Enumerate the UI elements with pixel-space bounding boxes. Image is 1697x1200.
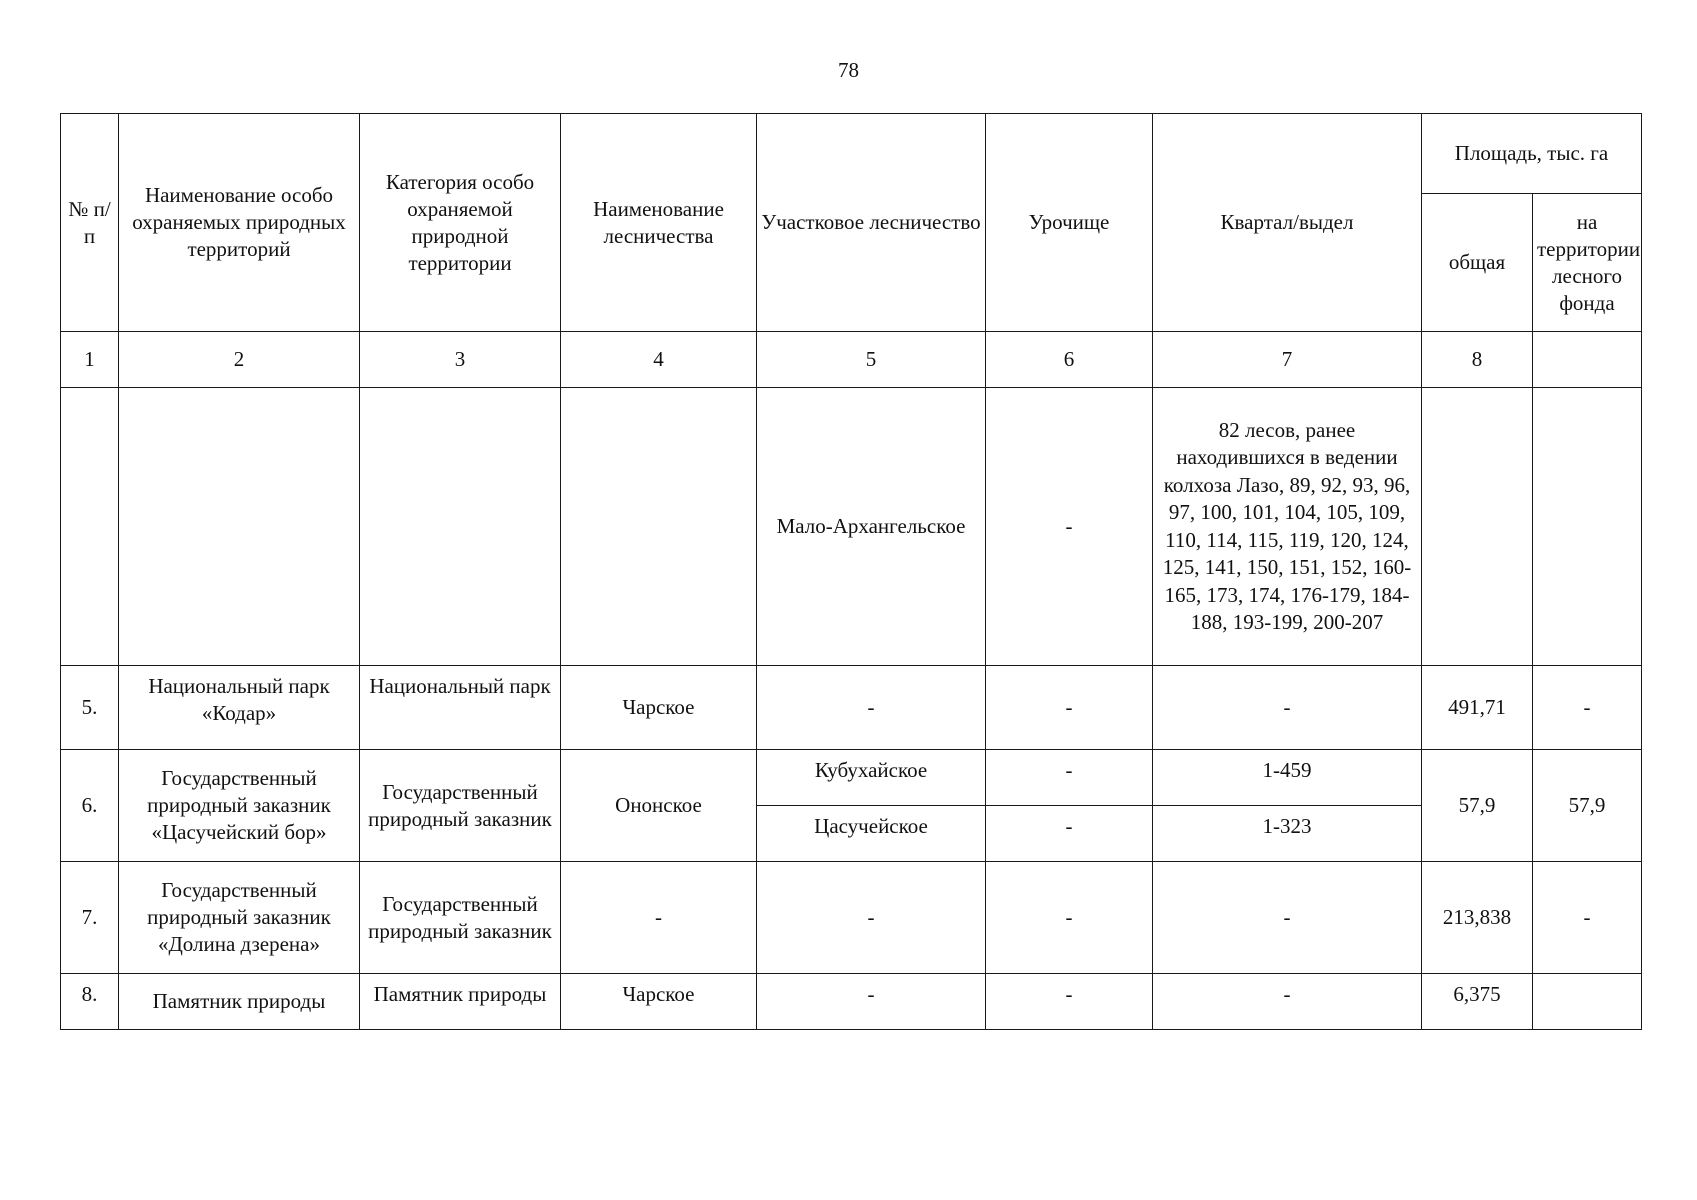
- cell-name: Государственный природный заказник «Долина дзерена»: [119, 862, 360, 974]
- cell-area-forest: 57,9: [1533, 750, 1642, 862]
- cell-area-total: 6,375: [1422, 974, 1533, 1030]
- column-number: 4: [561, 332, 757, 388]
- cell-name: Памятник природы: [119, 974, 360, 1030]
- cell-quarters: -: [1153, 974, 1422, 1030]
- cell-category: Национальный парк: [360, 666, 561, 750]
- cell-num: 5.: [61, 666, 119, 750]
- header-num: № п/п: [61, 114, 119, 332]
- cell-district: -: [757, 974, 986, 1030]
- cell-area-total: 491,71: [1422, 666, 1533, 750]
- cell-tract: -: [986, 862, 1153, 974]
- cell-area-forest: [1533, 388, 1642, 666]
- cell-name: [119, 388, 360, 666]
- cell-forestry: [561, 388, 757, 666]
- cell-forestry: Ононское: [561, 750, 757, 862]
- column-number: [1533, 332, 1642, 388]
- header-area-group: Площадь, тыс. га: [1422, 114, 1642, 194]
- cell-name: Государственный природный заказник «Цасучейский бор»: [119, 750, 360, 862]
- cell-area-total: [1422, 388, 1533, 666]
- cell-num: 8.: [61, 974, 119, 1030]
- cell-district: -: [757, 862, 986, 974]
- header-name: Наименование особо охраняемых природных территорий: [119, 114, 360, 332]
- header-quarters: Квартал/выдел: [1153, 114, 1422, 332]
- column-number: 8: [1422, 332, 1533, 388]
- cell-num: 7.: [61, 862, 119, 974]
- header-tract: Урочище: [986, 114, 1153, 332]
- cell-area-total: 57,9: [1422, 750, 1533, 862]
- cell-tract: -: [986, 666, 1153, 750]
- header-district: Участковое лесничество: [757, 114, 986, 332]
- header-row-1: [61, 114, 1642, 194]
- protected-areas-table: [60, 113, 1642, 1030]
- table-row: [61, 974, 1642, 1030]
- header-area-forest: на территории лесного фонда: [1533, 194, 1642, 332]
- cell-forestry: -: [561, 862, 757, 974]
- cell-quarters: 1-323: [1153, 806, 1422, 862]
- table-row: [61, 750, 1642, 806]
- cell-area-forest: -: [1533, 666, 1642, 750]
- cell-district: Мало-Архангельское: [757, 388, 986, 666]
- column-number: 7: [1153, 332, 1422, 388]
- page-number: 78: [838, 58, 859, 82]
- header-category: Категория особо охраняемой природной территории: [360, 114, 561, 332]
- cell-quarters: 82 лесов, ранее находившихся в ведении колхоза Лазо, 89, 92, 93, 96, 97, 100, 101, 104, 105, 109, 110, 114, 115, 119, 120, 124, 125, 141, 150, 151, 152, 160-165, 173, 174, 176-179, 184-188, 193-199, 200-207: [1153, 388, 1422, 666]
- cell-name: Национальный парк «Кодар»: [119, 666, 360, 750]
- cell-tract: -: [986, 750, 1153, 806]
- header-area-total: общая: [1422, 194, 1533, 332]
- column-number: 3: [360, 332, 561, 388]
- cell-tract: -: [986, 806, 1153, 862]
- column-number: 1: [61, 332, 119, 388]
- cell-forestry: Чарское: [561, 666, 757, 750]
- cell-quarters: -: [1153, 862, 1422, 974]
- table-row: [61, 862, 1642, 974]
- cell-tract: -: [986, 974, 1153, 1030]
- cell-category: [360, 388, 561, 666]
- column-number: 6: [986, 332, 1153, 388]
- column-number-row: [61, 332, 1642, 388]
- header-forestry: Наименование лесничества: [561, 114, 757, 332]
- cell-quarters: 1-459: [1153, 750, 1422, 806]
- cell-area-total: 213,838: [1422, 862, 1533, 974]
- table-row: [61, 388, 1642, 666]
- cell-district: Кубухайское: [757, 750, 986, 806]
- cell-category: Памятник природы: [360, 974, 561, 1030]
- cell-category: Государственный природный заказник: [360, 750, 561, 862]
- cell-forestry: Чарское: [561, 974, 757, 1030]
- cell-district: Цасучейское: [757, 806, 986, 862]
- cell-num: 6.: [61, 750, 119, 862]
- column-number: 2: [119, 332, 360, 388]
- cell-district: -: [757, 666, 986, 750]
- table-row: [61, 666, 1642, 750]
- cell-num: [61, 388, 119, 666]
- cell-area-forest: [1533, 974, 1642, 1030]
- column-number: 5: [757, 332, 986, 388]
- cell-tract: -: [986, 388, 1153, 666]
- cell-category: Государственный природный заказник: [360, 862, 561, 974]
- cell-area-forest: -: [1533, 862, 1642, 974]
- cell-quarters: -: [1153, 666, 1422, 750]
